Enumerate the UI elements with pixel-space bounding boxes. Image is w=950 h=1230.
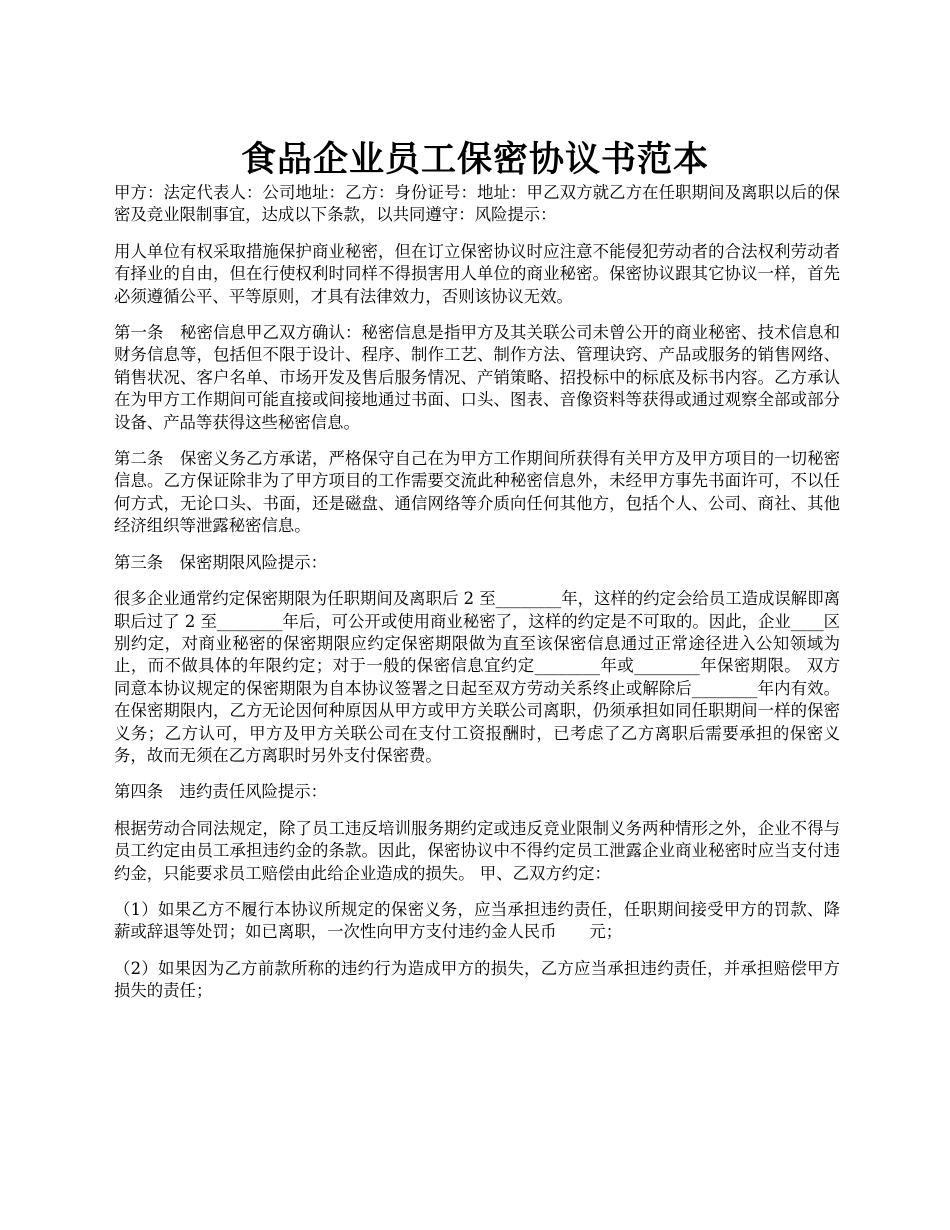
paragraph-article-4-body: 根据劳动合同法规定，除了员工违反培训服务期约定或违反竞业限制义务两种情形之外，企业不得与员工约定由员工承担违约金的条款。因此，保密协议中不得约定员工泄露企业商业秘密时应当支付违约金，只能要求员工赔偿由此给企业造成的损失。 甲、乙双方约定： (114, 818, 840, 883)
paragraph-article-3-body: 很多企业通常约定保密期限为任职期间及离职后 2 至________年，这样的约定会给员工造成误解即离职后过了 2 至________年后，可公开或使用商业秘密了，这样的约定是不可取的。因此，企业____区别约定，对商业秘密的保密期限应约定保密期限做为直至该保密信息通过正常途径进入公知领域为止，而不做具体的年限约定；对于一般的保密信息宜约定________年或________年保密期限。 双方同意本协议规定的保密期限为自本协议签署之日起至双方劳动关系终止或解除后________年内有效。在保密期限内，乙方无论因何种原因从甲方或甲方关联公司离职，仍须承担如同任职期间一样的保密义务；乙方认可，甲方及甲方关联公司在支付工资报酬时，已考虑了乙方离职后需要承担的保密义务，故而无须在乙方离职时另外支付保密费。 (114, 589, 840, 765)
paragraph-article-2: 第二条 保密义务乙方承诺，严格保守自己在为甲方工作期间所获得有关甲方及甲方项目的一切秘密信息。乙方保证除非为了甲方项目的工作需要交流此种秘密信息外，未经甲方事先书面许可，不以任何方式，无论口头、书面，还是磁盘、通信网络等介质向任何其他方，包括个人、公司、商社、其他经济组织等泄露秘密信息。 (114, 449, 840, 536)
paragraph-article-1: 第一条 秘密信息甲乙双方确认：秘密信息是指甲方及其关联公司未曾公开的商业秘密、技术信息和财务信息等，包括但不限于设计、程序、制作工艺、制作方法、管理诀窍、产品或服务的销售网络、销售状况、客户名单、市场开发及售后服务情况、产销策略、招投标中的标底及标书内容。乙方承认在为甲方工作期间可能直接或间接地通过书面、口头、图表、音像资料等获得或通过观察全部或部分设备、产品等获得这些秘密信息。 (114, 323, 840, 432)
document-body (114, 182, 840, 1017)
paragraph-risk-notice: 用人单位有权采取措施保护商业秘密，但在订立保密协议时应注意不能侵犯劳动者的合法权利劳动者有择业的自由，但在行使权利时同样不得损害用人单位的商业秘密。保密协议跟其它协议一样，首先必须遵循公平、平等原则，才具有法律效力，否则该协议无效。 (114, 241, 840, 306)
paragraph-clause-2: （2）如果因为乙方前款所称的违约行为造成甲方的损失，乙方应当承担违约责任，并承担赔偿甲方损失的责任； (114, 958, 840, 1001)
paragraph-parties: 甲方：法定代表人：公司地址：乙方：身份证号：地址：甲乙双方就乙方在任职期间及离职以后的保密及竞业限制事宜，达成以下条款，以共同遵守：风险提示： (114, 183, 840, 225)
paragraph-article-3-heading: 第三条 保密期限风险提示： (114, 552, 328, 572)
paragraph-clause-1: （1）如果乙方不履行本协议所规定的保密义务，应当承担违约责任，任职期间接受甲方的罚款、降薪或辞退等处罚；如已离职，一次性向甲方支付违约金人民币 元； (114, 899, 840, 942)
paragraph-article-4-heading: 第四条 违约责任风险提示： (114, 782, 328, 802)
document-title: 食品企业员工保密协议书范本 (240, 139, 709, 181)
